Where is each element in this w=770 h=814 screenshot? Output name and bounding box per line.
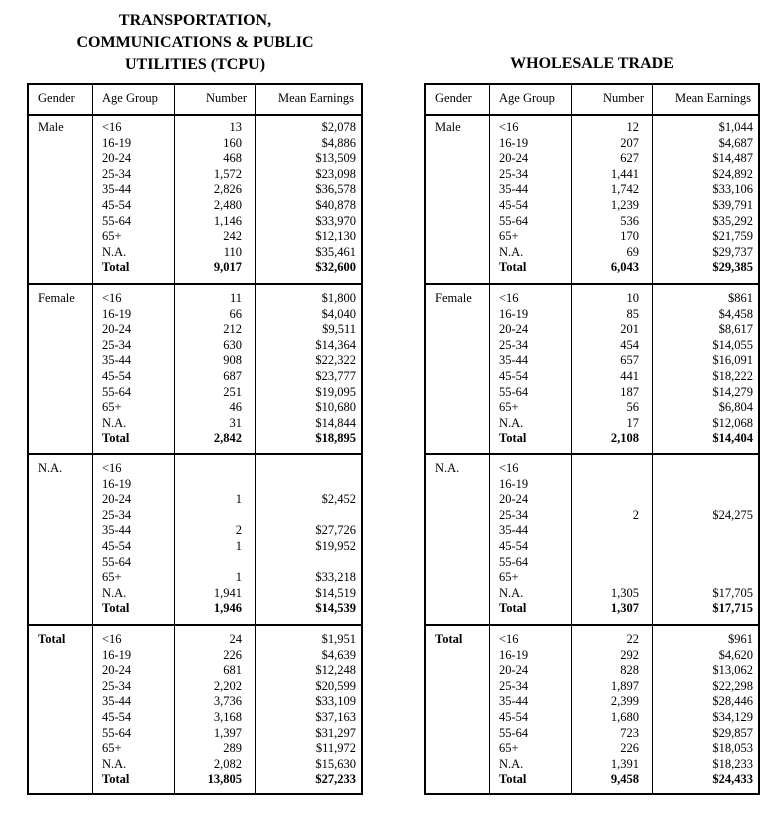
age-group-cell: <16 xyxy=(102,120,122,134)
number-cell: 908 xyxy=(223,353,242,368)
mean-earnings-cell: $14,487 xyxy=(712,151,753,166)
number-cell: 24 xyxy=(229,632,242,646)
age-group-cell: 16-19 xyxy=(499,306,529,321)
number-cell: 242 xyxy=(223,229,242,244)
mean-earnings-cell: $6,804 xyxy=(718,400,753,415)
column-header-gender: Gender xyxy=(38,91,75,105)
mean-earnings-cell: $14,404 xyxy=(712,431,753,446)
age-group-cell: N.A. xyxy=(102,756,127,771)
mean-earnings-cell: $17,715 xyxy=(712,601,753,616)
number-cell: 289 xyxy=(223,741,242,756)
age-group-cell: 45-54 xyxy=(499,539,529,553)
age-group-cell: 45-54 xyxy=(499,710,529,724)
number-cell: 627 xyxy=(620,151,639,166)
number-cell: 207 xyxy=(620,135,639,150)
number-cell: 723 xyxy=(620,725,639,740)
column-header-number: Number xyxy=(206,91,247,105)
number-cell: 3,736 xyxy=(213,694,242,709)
mean-earnings-cell: $33,109 xyxy=(315,694,356,709)
age-group-cell: 55-64 xyxy=(499,554,529,569)
title-line: TRANSPORTATION, xyxy=(118,12,272,29)
mean-earnings-cell: $24,892 xyxy=(712,166,753,181)
age-group-cell: 55-64 xyxy=(102,554,132,569)
group-separator xyxy=(426,283,758,285)
mean-earnings-cell: $9,511 xyxy=(322,322,356,337)
age-group-cell: 55-64 xyxy=(499,384,529,399)
number-cell: 1,391 xyxy=(610,756,639,771)
number-cell: 226 xyxy=(223,647,242,662)
mean-earnings-cell: $18,053 xyxy=(712,741,753,756)
mean-earnings-cell: $18,222 xyxy=(712,369,753,383)
age-group-cell: <16 xyxy=(499,120,519,134)
age-group-cell: 35-44 xyxy=(102,523,132,538)
age-group-cell: 65+ xyxy=(102,400,122,415)
age-group-cell: 65+ xyxy=(499,400,519,415)
age-group-cell: 35-44 xyxy=(499,353,529,368)
header-rule xyxy=(29,114,361,116)
number-cell: 31 xyxy=(229,415,242,430)
gender-label: Male xyxy=(435,120,461,134)
mean-earnings-cell: $2,452 xyxy=(321,492,356,507)
age-group-cell: 65+ xyxy=(499,229,519,244)
number-cell: 1,397 xyxy=(213,725,242,740)
column-divider xyxy=(652,85,653,793)
mean-earnings-cell: $14,844 xyxy=(315,415,356,430)
number-cell: 187 xyxy=(620,384,639,399)
number-cell: 69 xyxy=(626,244,639,259)
mean-earnings-cell: $8,617 xyxy=(718,322,753,337)
mean-earnings-cell: $12,130 xyxy=(315,229,356,244)
mean-earnings-cell: $12,248 xyxy=(315,663,356,678)
age-group-cell: 35-44 xyxy=(102,694,132,709)
age-group-cell: 20-24 xyxy=(499,492,529,507)
age-group-cell: 65+ xyxy=(499,741,519,756)
gender-label: Total xyxy=(435,632,463,646)
mean-earnings-cell: $18,233 xyxy=(712,756,753,771)
column-header-age-group: Age Group xyxy=(499,91,555,105)
age-group-cell: Total xyxy=(499,260,527,275)
mean-earnings-cell: $19,095 xyxy=(315,384,356,399)
age-group-cell: 45-54 xyxy=(102,198,132,212)
mean-earnings-cell: $11,972 xyxy=(315,741,356,756)
number-cell: 1,897 xyxy=(610,678,639,693)
mean-earnings-cell: $13,062 xyxy=(712,663,753,678)
mean-earnings-cell: $34,129 xyxy=(712,710,753,724)
mean-earnings-cell: $4,040 xyxy=(321,306,356,321)
age-group-cell: N.A. xyxy=(102,585,127,600)
age-group-cell: <16 xyxy=(102,461,122,475)
mean-earnings-cell: $24,433 xyxy=(712,772,753,787)
mean-earnings-cell: $24,275 xyxy=(712,507,753,522)
age-group-cell: N.A. xyxy=(499,756,524,771)
age-group-cell: 55-64 xyxy=(102,725,132,740)
number-cell: 13,805 xyxy=(207,772,242,787)
age-group-cell: 35-44 xyxy=(102,182,132,197)
age-group-cell: 20-24 xyxy=(102,322,132,337)
number-cell: 2,842 xyxy=(213,431,242,446)
age-group-cell: 20-24 xyxy=(102,492,132,507)
age-group-cell: 65+ xyxy=(102,741,122,756)
mean-earnings-cell: $27,233 xyxy=(315,772,356,787)
age-group-cell: <16 xyxy=(499,461,519,475)
age-group-cell: 55-64 xyxy=(499,725,529,740)
age-group-cell: Total xyxy=(102,431,130,446)
mean-earnings-cell: $4,886 xyxy=(321,135,356,150)
number-cell: 2,202 xyxy=(213,678,242,693)
number-cell: 681 xyxy=(223,663,242,678)
age-group-cell: 16-19 xyxy=(102,647,132,662)
age-group-cell: 25-34 xyxy=(499,678,529,693)
number-cell: 1,680 xyxy=(610,710,639,724)
mean-earnings-cell: $33,106 xyxy=(712,182,753,197)
age-group-cell: 25-34 xyxy=(102,337,132,352)
gender-label: Total xyxy=(38,632,66,646)
age-group-cell: N.A. xyxy=(102,244,127,259)
mean-earnings-cell: $14,055 xyxy=(712,337,753,352)
age-group-cell: N.A. xyxy=(499,244,524,259)
number-cell: 3,168 xyxy=(213,710,242,724)
age-group-cell: 20-24 xyxy=(499,322,529,337)
age-group-cell: 35-44 xyxy=(102,353,132,368)
mean-earnings-cell: $4,687 xyxy=(718,135,753,150)
age-group-cell: 45-54 xyxy=(102,369,132,383)
group-separator xyxy=(426,453,758,455)
mean-earnings-cell: $10,680 xyxy=(315,400,356,415)
age-group-cell: 35-44 xyxy=(499,523,529,538)
age-group-cell: 45-54 xyxy=(102,710,132,724)
age-group-cell: 16-19 xyxy=(499,647,529,662)
age-group-cell: 65+ xyxy=(499,570,519,585)
number-cell: 226 xyxy=(620,741,639,756)
title-line: WHOLESALE TRADE xyxy=(510,55,674,72)
age-group-cell: 20-24 xyxy=(102,663,132,678)
number-cell: 46 xyxy=(229,400,242,415)
column-header-gender: Gender xyxy=(435,91,472,105)
number-cell: 292 xyxy=(620,647,639,662)
mean-earnings-cell: $28,446 xyxy=(712,694,753,709)
number-cell: 2 xyxy=(235,523,242,538)
number-cell: 251 xyxy=(223,384,242,399)
title-line: UTILITIES (TCPU) xyxy=(124,56,266,73)
group-separator xyxy=(426,624,758,626)
age-group-cell: 16-19 xyxy=(102,306,132,321)
mean-earnings-cell: $27,726 xyxy=(315,523,356,538)
mean-earnings-cell: $35,461 xyxy=(315,244,356,259)
mean-earnings-cell: $14,539 xyxy=(315,601,356,616)
gender-label: N.A. xyxy=(435,461,460,475)
number-cell: 1,572 xyxy=(213,166,242,181)
group-separator xyxy=(29,453,361,455)
gender-label: Female xyxy=(435,291,472,305)
number-cell: 2 xyxy=(632,507,639,522)
mean-earnings-cell: $23,098 xyxy=(315,166,356,181)
number-cell: 441 xyxy=(620,369,639,383)
mean-earnings-cell: $17,705 xyxy=(712,585,753,600)
number-cell: 160 xyxy=(223,135,242,150)
age-group-cell: Total xyxy=(499,601,527,616)
number-cell: 828 xyxy=(620,663,639,678)
number-cell: 66 xyxy=(229,306,242,321)
mean-earnings-cell: $4,620 xyxy=(718,647,753,662)
age-group-cell: Total xyxy=(499,431,527,446)
column-header-age-group: Age Group xyxy=(102,91,158,105)
number-cell: 12 xyxy=(626,120,639,134)
wholesale-table xyxy=(424,83,760,795)
number-cell: 2,399 xyxy=(610,694,639,709)
gender-label: N.A. xyxy=(38,461,63,475)
age-group-cell: N.A. xyxy=(499,585,524,600)
number-cell: 1,941 xyxy=(213,585,242,600)
mean-earnings-cell: $39,791 xyxy=(712,198,753,212)
mean-earnings-cell: $14,519 xyxy=(315,585,356,600)
mean-earnings-cell: $16,091 xyxy=(712,353,753,368)
mean-earnings-cell: $1,044 xyxy=(718,120,753,134)
age-group-cell: 20-24 xyxy=(102,151,132,166)
mean-earnings-cell: $35,292 xyxy=(712,213,753,228)
age-group-cell: 45-54 xyxy=(102,539,132,553)
mean-earnings-cell: $18,895 xyxy=(315,431,356,446)
number-cell: 10 xyxy=(626,291,639,305)
age-group-cell: <16 xyxy=(102,632,122,646)
mean-earnings-cell: $961 xyxy=(728,632,753,646)
number-cell: 212 xyxy=(223,322,242,337)
number-cell: 630 xyxy=(223,337,242,352)
mean-earnings-cell: $29,385 xyxy=(712,260,753,275)
age-group-cell: 20-24 xyxy=(499,663,529,678)
mean-earnings-cell: $29,857 xyxy=(712,725,753,740)
number-cell: 11 xyxy=(229,291,242,305)
mean-earnings-cell: $20,599 xyxy=(315,678,356,693)
age-group-cell: 45-54 xyxy=(499,198,529,212)
column-header-mean-earnings: Mean Earnings xyxy=(674,91,751,105)
column-header-mean-earnings: Mean Earnings xyxy=(277,91,354,105)
age-group-cell: 25-34 xyxy=(499,507,529,522)
number-cell: 1,305 xyxy=(610,585,639,600)
age-group-cell: 65+ xyxy=(102,570,122,585)
column-divider xyxy=(489,85,490,793)
mean-earnings-cell: $40,878 xyxy=(315,198,356,212)
number-cell: 657 xyxy=(620,353,639,368)
age-group-cell: 25-34 xyxy=(499,337,529,352)
mean-earnings-cell: $12,068 xyxy=(712,415,753,430)
number-cell: 687 xyxy=(223,369,242,383)
gender-label: Male xyxy=(38,120,64,134)
age-group-cell: 25-34 xyxy=(499,166,529,181)
number-cell: 170 xyxy=(620,229,639,244)
mean-earnings-cell: $22,298 xyxy=(712,678,753,693)
panel-title xyxy=(424,53,760,75)
number-cell: 1 xyxy=(235,539,242,553)
mean-earnings-cell: $21,759 xyxy=(712,229,753,244)
column-divider xyxy=(92,85,93,793)
age-group-cell: 25-34 xyxy=(102,166,132,181)
number-cell: 1,307 xyxy=(610,601,639,616)
age-group-cell: Total xyxy=(499,772,527,787)
number-cell: 2,108 xyxy=(610,431,639,446)
number-cell: 2,480 xyxy=(213,198,242,212)
number-cell: 2,826 xyxy=(213,182,242,197)
mean-earnings-cell: $23,777 xyxy=(315,369,356,383)
number-cell: 2,082 xyxy=(213,756,242,771)
age-group-cell: Total xyxy=(102,601,130,616)
age-group-cell: 55-64 xyxy=(102,384,132,399)
age-group-cell: 16-19 xyxy=(102,135,132,150)
age-group-cell: 16-19 xyxy=(102,476,132,491)
age-group-cell: 35-44 xyxy=(499,182,529,197)
age-group-cell: 35-44 xyxy=(499,694,529,709)
age-group-cell: Total xyxy=(102,772,130,787)
number-cell: 454 xyxy=(620,337,639,352)
number-cell: 22 xyxy=(626,632,639,646)
number-cell: 1,946 xyxy=(213,601,242,616)
age-group-cell: 25-34 xyxy=(102,507,132,522)
column-divider xyxy=(571,85,572,793)
age-group-cell: N.A. xyxy=(499,415,524,430)
mean-earnings-cell: $1,800 xyxy=(321,291,356,305)
number-cell: 468 xyxy=(223,151,242,166)
number-cell: 201 xyxy=(620,322,639,337)
mean-earnings-cell: $37,163 xyxy=(315,710,356,724)
mean-earnings-cell: $29,737 xyxy=(712,244,753,259)
number-cell: 56 xyxy=(626,400,639,415)
age-group-cell: N.A. xyxy=(102,415,127,430)
number-cell: 1,441 xyxy=(610,166,639,181)
column-header-number: Number xyxy=(603,91,644,105)
mean-earnings-cell: $33,218 xyxy=(315,570,356,585)
number-cell: 1 xyxy=(235,570,242,585)
mean-earnings-cell: $15,630 xyxy=(315,756,356,771)
mean-earnings-cell: $22,322 xyxy=(315,353,356,368)
number-cell: 1,239 xyxy=(610,198,639,212)
number-cell: 9,017 xyxy=(213,260,242,275)
mean-earnings-cell: $861 xyxy=(728,291,753,305)
number-cell: 85 xyxy=(626,306,639,321)
number-cell: 110 xyxy=(223,244,242,259)
gender-label: Female xyxy=(38,291,75,305)
number-cell: 17 xyxy=(626,415,639,430)
age-group-cell: 16-19 xyxy=(499,476,529,491)
tcpu-table xyxy=(27,83,363,795)
header-rule xyxy=(426,114,758,116)
age-group-cell: 25-34 xyxy=(102,678,132,693)
age-group-cell: 55-64 xyxy=(499,213,529,228)
age-group-cell: 55-64 xyxy=(102,213,132,228)
number-cell: 1,742 xyxy=(610,182,639,197)
title-line: COMMUNICATIONS & PUBLIC xyxy=(76,34,314,51)
age-group-cell: <16 xyxy=(499,632,519,646)
age-group-cell: 45-54 xyxy=(499,369,529,383)
mean-earnings-cell: $31,297 xyxy=(315,725,356,740)
column-divider xyxy=(174,85,175,793)
mean-earnings-cell: $14,279 xyxy=(712,384,753,399)
mean-earnings-cell: $32,600 xyxy=(315,260,356,275)
number-cell: 9,458 xyxy=(610,772,639,787)
age-group-cell: 20-24 xyxy=(499,151,529,166)
mean-earnings-cell: $2,078 xyxy=(321,120,356,134)
number-cell: 6,043 xyxy=(610,260,639,275)
number-cell: 1 xyxy=(235,492,242,507)
mean-earnings-cell: $1,951 xyxy=(321,632,356,646)
panel-title xyxy=(15,10,375,76)
age-group-cell: Total xyxy=(102,260,130,275)
mean-earnings-cell: $33,970 xyxy=(315,213,356,228)
age-group-cell: 65+ xyxy=(102,229,122,244)
mean-earnings-cell: $4,639 xyxy=(321,647,356,662)
group-separator xyxy=(29,283,361,285)
mean-earnings-cell: $13,509 xyxy=(315,151,356,166)
age-group-cell: <16 xyxy=(102,291,122,305)
number-cell: 1,146 xyxy=(213,213,242,228)
mean-earnings-cell: $14,364 xyxy=(315,337,356,352)
group-separator xyxy=(29,624,361,626)
number-cell: 536 xyxy=(620,213,639,228)
mean-earnings-cell: $4,458 xyxy=(718,306,753,321)
mean-earnings-cell: $19,952 xyxy=(315,539,356,553)
number-cell: 13 xyxy=(229,120,242,134)
age-group-cell: 16-19 xyxy=(499,135,529,150)
age-group-cell: <16 xyxy=(499,291,519,305)
mean-earnings-cell: $36,578 xyxy=(315,182,356,197)
column-divider xyxy=(255,85,256,793)
